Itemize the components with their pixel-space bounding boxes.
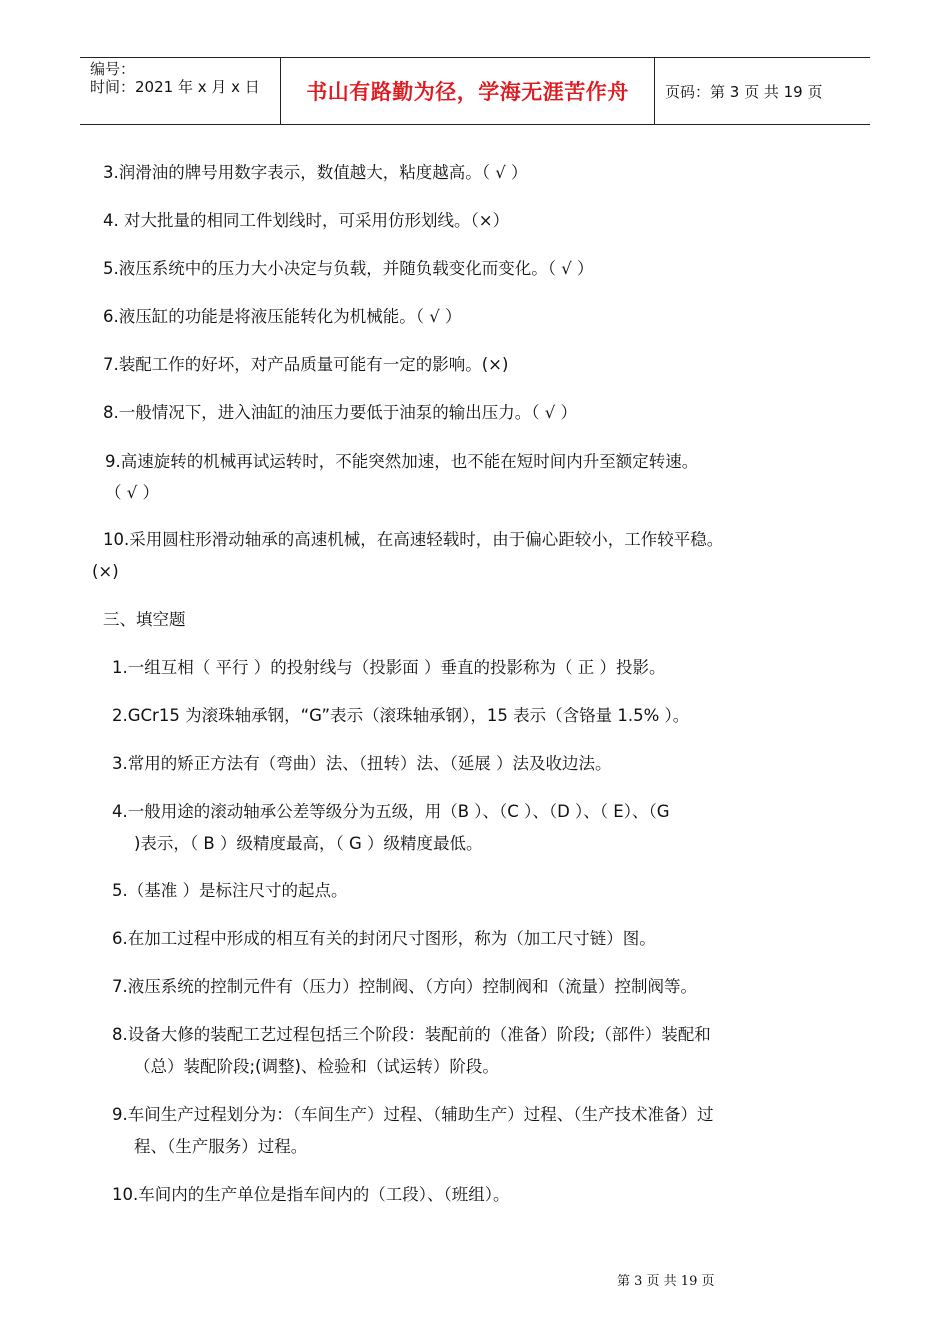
fill-item-10: 10.车间内的生产单位是指车间内的（工段）、（班组）。 [112, 1185, 510, 1204]
fill-item-2: 2.GCr15 为滚珠轴承钢，“G”表示（滚珠轴承钢），15 表示（含铬量 1.5% ）。 [112, 706, 690, 725]
judge-item-3: 3.润滑油的牌号用数字表示，数值越大，粘度越高。（ √ ） [103, 163, 528, 182]
fill-item-7: 7.液压系统的控制元件有（压力）控制阀、（方向）控制阀和（流量）控制阀等。 [112, 977, 697, 996]
fill-item-4-cont: )表示，（ B ）级精度最高，（ G ）级精度最低。 [134, 834, 483, 853]
judge-item-4: 4. 对大批量的相同工件划线时，可采用仿形划线。（×） [103, 211, 510, 230]
fill-item-3: 3.常用的矫正方法有（弯曲）法、（扭转）法、（延展 ）法及收边法。 [112, 754, 612, 773]
judge-item-10-cont: (×) [92, 562, 119, 581]
judge-item-8: 8.一般情况下，进入油缸的油压力要低于油泵的输出压力。（ √ ） [103, 403, 577, 422]
header-page-cell [655, 58, 870, 124]
fill-item-9: 9.车间生产过程划分为：（车间生产）过程、（辅助生产）过程、（生产技术准备）过 [112, 1105, 714, 1124]
page-footer: 第 3 页 共 19 页 [617, 1274, 715, 1289]
fill-item-8: 8.设备大修的装配工艺过程包括三个阶段：装配前的（准备）阶段;（部件）装配和 [112, 1025, 711, 1044]
fill-item-1: 1.一组互相（ 平行 ）的投射线与（投影面 ）垂直的投影称为（ 正 ）投影。 [112, 658, 666, 677]
number-label: 编号： [90, 60, 136, 78]
header-motto-cell [281, 58, 655, 124]
judge-item-5: 5.液压系统中的压力大小决定与负载，并随负载变化而变化。（ √ ） [103, 259, 594, 278]
fill-item-8-cont: （总）装配阶段;(调整)、检验和（试运转）阶段。 [134, 1057, 499, 1076]
page-label: 页码：第 3 页 共 19 页 [665, 82, 823, 101]
document-header [80, 57, 870, 125]
section-title-fill-blank: 三、填空题 [103, 610, 186, 629]
fill-item-6: 6.在加工过程中形成的相互有关的封闭尺寸图形，称为（加工尺寸链）图。 [112, 929, 656, 948]
time-label: 时间：2021 年 x 月 x 日 [90, 78, 260, 96]
fill-item-5: 5.（基准 ）是标注尺寸的起点。 [112, 881, 348, 900]
judge-item-10: 10.采用圆柱形滑动轴承的高速机械，在高速轻载时，由于偏心距较小，工作较平稳。 [103, 530, 724, 549]
fill-item-9-cont: 程、（生产服务）过程。 [134, 1137, 308, 1156]
judge-item-9-cont: （ √ ） [105, 483, 160, 502]
judge-item-9: 9.高速旋转的机械再试运转时，不能突然加速，也不能在短时间内升至额定转速。 [105, 452, 699, 471]
judge-item-7: 7.装配工作的好坏，对产品质量可能有一定的影响。(×) [103, 355, 509, 374]
fill-item-4: 4.一般用途的滚动轴承公差等级分为五级，用（B ）、（C ）、（D ）、（ E）、（G [112, 802, 670, 821]
header-meta [80, 58, 281, 124]
motto: 书山有路勤为径，学海无涯苦作舟 [306, 80, 629, 104]
judge-item-6: 6.液压缸的功能是将液压能转化为机械能。（ √ ） [103, 307, 462, 326]
